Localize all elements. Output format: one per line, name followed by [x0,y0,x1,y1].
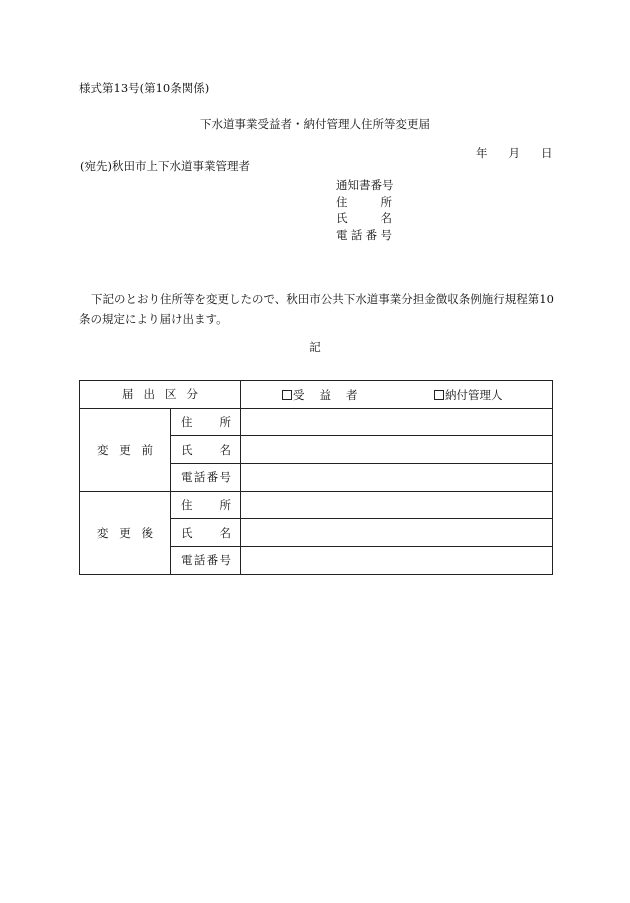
char: 電 [336,227,348,242]
char: 区 [165,387,177,402]
before-address-label [171,408,241,436]
char: 知 [347,178,359,192]
char: 番 [206,470,219,485]
char: 通 [336,178,348,192]
char: 名 [219,525,231,540]
payment-manager-checkbox[interactable] [434,387,503,403]
ki-heading: 記 [309,340,321,354]
after-phone-field[interactable] [241,547,553,575]
change-table [79,380,553,575]
char: 所 [380,194,392,209]
form-number: 様式第13号(第10条関係) [79,81,210,95]
char: 電 [181,553,193,568]
char: 話 [193,470,206,485]
category-options [241,381,553,409]
before-address-field[interactable] [241,408,553,436]
category-row [80,381,553,409]
after-address-label [171,491,241,519]
after-name-field[interactable] [241,519,553,547]
char: 分 [186,387,198,402]
char: 前 [141,442,153,457]
applicant-block [336,177,392,243]
char: 電 [181,470,193,485]
category-header [80,381,241,409]
before-change-label [80,408,171,491]
char: 番 [370,178,382,192]
char: 所 [219,415,231,430]
char: 更 [119,442,131,457]
char: 益 [319,388,331,402]
char: 号 [380,227,392,242]
date-day: 日 [541,146,553,160]
char: 話 [350,227,363,242]
char: 番 [206,553,219,568]
char: 氏 [181,525,193,540]
after-address-field[interactable] [241,491,553,519]
notice-number-label [336,177,392,193]
checkbox-square [434,390,444,400]
char: 変 [97,442,109,457]
date-line [476,146,553,160]
beneficiary-checkbox[interactable] [282,387,358,403]
before-name-label [171,436,241,464]
beneficiary-label [293,387,358,403]
after-name-label [171,519,241,547]
char: 名 [219,442,231,457]
char: 変 [97,525,109,540]
char: 住 [181,498,193,513]
char: 号 [219,470,231,485]
form-title: 下水道事業受益者・納付管理人住所等変更届 [200,117,430,131]
char: 号 [219,553,231,568]
char: 届 [122,387,134,402]
char: 氏 [181,442,193,457]
char: 住 [336,194,348,209]
char: 更 [119,525,131,540]
char: 名 [380,211,392,226]
char: 所 [219,498,231,513]
char: 後 [141,525,153,540]
char: 書 [359,178,371,192]
applicant-phone-label [336,227,392,243]
char: 者 [346,388,358,402]
char: 出 [143,387,155,402]
addressee: (宛先)秋田市上下水道事業管理者 [80,159,250,173]
char: 氏 [336,211,348,226]
date-year: 年 [476,146,488,160]
char: 号 [382,178,394,192]
checkbox-square [282,390,292,400]
after-change-label [80,491,171,574]
applicant-address-label [336,194,392,210]
after-phone-label [171,547,241,575]
before-phone-field[interactable] [241,464,553,492]
applicant-name-label [336,210,392,226]
char: 住 [181,415,193,430]
char: 受 [293,388,305,402]
table-row [80,408,553,436]
char: 番 [365,227,378,242]
before-phone-label [171,464,241,492]
before-name-field[interactable] [241,436,553,464]
table-row [80,491,553,519]
payment-manager-label: 納付管理人 [445,388,503,402]
char: 話 [193,553,206,568]
body-text: 下記のとおり住所等を変更したので、秋田市公共下水道事業分担金徴収条例施行規程第10条の規定により届け出ます。 [79,292,554,326]
date-month: 月 [508,146,520,160]
